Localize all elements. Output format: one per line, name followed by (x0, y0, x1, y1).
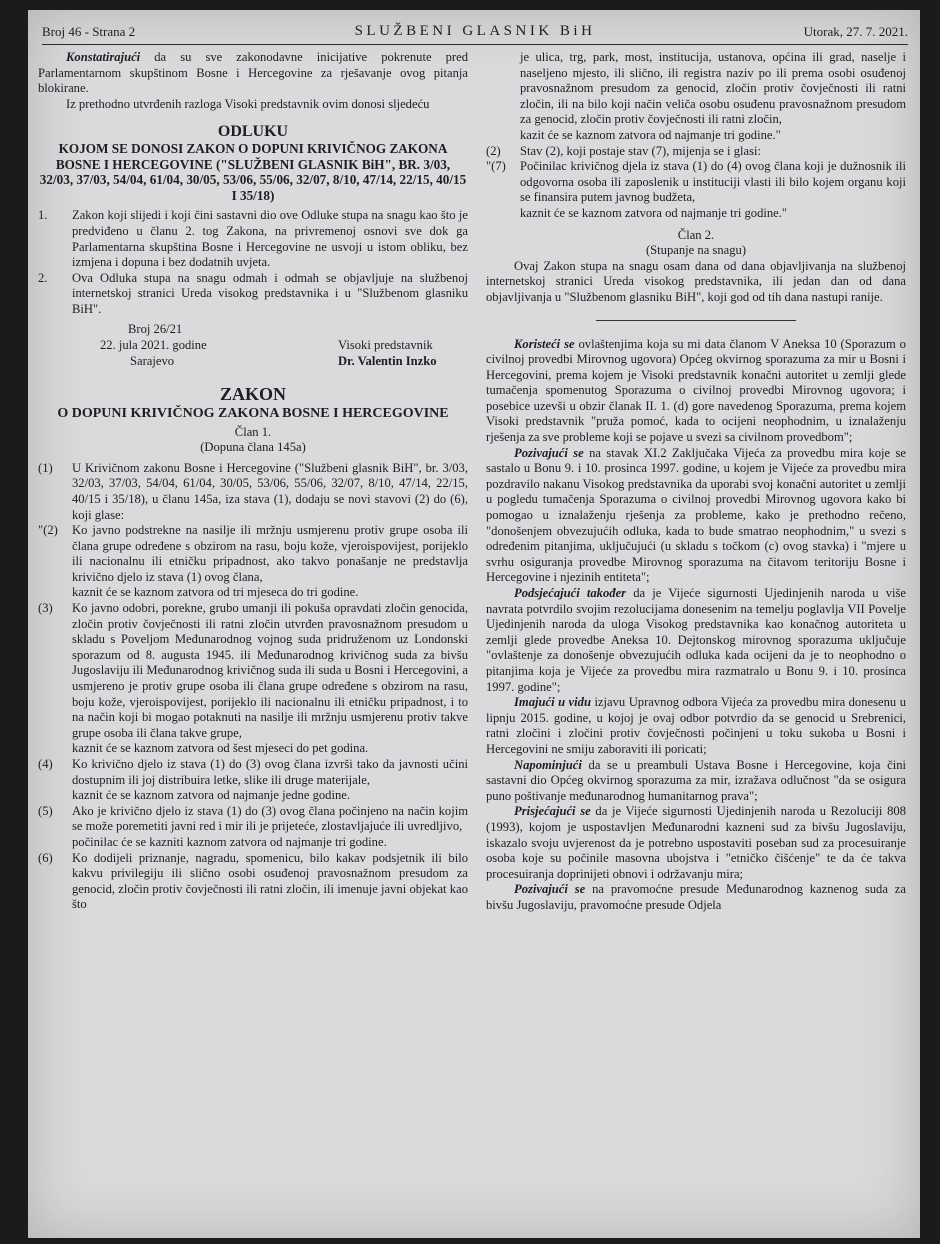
law-paragraph: (1) U Krivičnom zakonu Bosne i Hercegovine ("Službeni glasnik BiH", br. 3/03, 32/03, 37/03, 54/04, 61/04, 30/05, 53/06, 55/06, 32/07, 8/10, 47/14, 22/15, 40/15 i 35/18), u članu 145a, iza stava (1), dodaju se novi stavovi (2) do (6), koji glase: (38, 460, 468, 522)
decision-date: 22. jula 2021. godine (100, 337, 207, 352)
preamble-paragraph: Pozivajući se na pravomoćne presude Međunarodnog kaznenog suda za bivšu Jugoslaviju, pravomoćne presude Odjela (486, 882, 906, 912)
preamble-paragraph: Pozivajući se na stavak XI.2 Zaključaka Vijeća za provedbu mira koje se sastalo u Bonu 9. i 10. prosinca 1997. godine, u kojem je Vijeće za provedbu mira pozdravilo nakanu Visokog predstavnika da uporabi svoj konačni autoritet u zemlji u pogledu tumačenja Sporazuma o civilnoj provedbi Mirovnog ugovora kako bi pomogao u iznalaženju rješenja za probleme, kako je prethodno rečeno, "donošenjem obvezujućih odluka, kada to bude smatrao neophodnim," u svezi s određenim pitanjima, uključujući (u skladu s točkom (c) ovog stavka) i "mjere u svrhu osiguranja provedbe Mirovnog sporazuma na čitavom teritoriju Bosne i Hercegovine i njezinih entiteta"; (486, 445, 906, 585)
article-2-text: Ovaj Zakon stupa na snagu osam dana od dana objavljivanja na službenoj internetskoj stranici Ureda visokog predstavnika, ili jedan dan od dana objavljivanja u "Službenom glasniku BiH", koji god od tih dana nastupi ranije. (486, 258, 906, 304)
decision-number: Broj 26/21 (128, 321, 183, 336)
gazette-page (28, 10, 920, 1238)
law-paragraph: (4) Ko krivično djelo iz stava (1) do (3) ovog člana izvrši tako da javnosti učini dostupnim ili joj distribuira letke, slike ili druge materijale, kaznit će se kaznom zatvora od najmanje jedne godine. (38, 757, 468, 803)
signatory-name: Dr. Valentin Inzko (338, 353, 437, 368)
article-1-subheading: (Dopuna člana 145a) (200, 440, 306, 455)
law-paragraph: "(7) Počinilac krivičnog djela iz stava (1) do (4) ovog člana koji je dužnosnik ili odgovorna osoba ili zaposlenik u instituciji vlasti ili bilo kojem organu koji se finansira putem javnog budžeta, kaznit će se kaznom zatvora od najmanje tri godine." (486, 159, 906, 220)
preamble-paragraph: Podsjećajući također da je Vijeće sigurnosti Ujedinjenih naroda u više navrata potvrdilo svojim rezolucijama donesenim na temelju poglavlja VII Povelje Ujedinjenih naroda da uloga Visokog predstavnika kao konačnog autoriteta u zemlji glede provedbe Aneksa 10. Dejtonskog mirovnog sporazuma uključuje "ovlaštenje za donošenje obvezujućih odluka kada ocijeni da je to neophodno o pitanjima koja je Vijeće za provedbu mira razmatralo u Bonu 9. i 10. prosinca 1997. godine"; (486, 586, 906, 694)
article-2-heading: Član 2. (677, 227, 715, 242)
issue-page-number: Broj 46 - Strana 2 (42, 24, 136, 39)
preamble-paragraph: Koristeći se ovlaštenjima koja su mi data članom V Aneksa 10 (Sporazum o civilnoj provedbi Mirovnog ugovora) Općeg okvirnog sporazuma za mir u Bosni i Hercegovini, prema kojem je Visoki predstavnik konačni autoritet u zemlji glede tumačenja spomenutog Sporazuma o civilnoj provedbi Mirovnog ugovora; i posebice uzevši u obzir članak II. 1. (d) gore navedenog Sporazuma, prema kojem Visoki predstavnik "pruža pomoć, kada to ocijeni neophodnim, u iznalaženju rješenja za sve probleme koji se pojave u svezi sa civilnom provedbom"; (486, 336, 906, 445)
law-paragraph: "(2) Ko javno podstrekne na nasilje ili mržnju usmjerenu protiv grupe osoba ili člana grupe određene s obzirom na rasu, boju kože, vjeroispovijest, porijeklo ili nacionalnu ili etničku pripadnost, ako takvo ponašanje ne predstavlja krivično djelo iz stava (1) ovog člana, kaznit će se kaznom zatvora od tri mjeseca do tri godine. (38, 523, 468, 600)
signature-block (38, 322, 468, 370)
preamble-paragraph: Imajući u vidu izjavu Upravnog odbora Vijeća za provedbu mira donesenu u lipnju 2015. godine, u kojoj je ovaj odbor potvrdio da se genocid u Srebrenici, ratni zločini i zločini protiv čovječnosti počinjeni u toku sukoba u Bosni i Hercegovini ne smiju zaboraviti ili poricati; (486, 695, 906, 756)
section-divider (596, 320, 796, 321)
right-column (486, 50, 906, 913)
law-paragraph: (3) Ko javno odobri, porekne, grubo umanji ili pokuša opravdati zločin genocida, zločin protiv čovječnosti ili ratni zločin utvrđen pravosnažnom presudom u skladu s Poveljom Međunarodnog vojnog suda pridruženom uz Londonski sporazum od 8. augusta 1945. ili Međunarodnog krivičnog suda za bivšu Jugoslaviju ili Međunarodnog krivičnog suda ili suda u Bosni i Hercegovini, a usmjereno je protiv grupe osoba ili člana grupe određene s obzirom na rasu, boju kože, vjeroispovijest, porijeklo ili nacionalnu ili etničku pripadnost, i to na način koji bi mogao potaknuti na nasilje ili mržnju usmjerenu protiv takve grupe osoba ili člana takve grupe, kaznit će se kaznom zatvora od šest mjeseci do pet godina. (38, 601, 468, 756)
law-paragraph: (2) Stav (2), koji postaje stav (7), mijenja se i glasi: (486, 143, 761, 158)
decision-subtitle: KOJOM SE DONOSI ZAKON O DOPUNI KRIVIČNOG ZAKONA BOSNE I HERCEGOVINE ("SLUŽBENI GLASNIK BiH", BR. 3/03, 32/03, 37/03, 54/04, 61/04, 30/05, 53/06, 55/06, 32/07, 8/10, 47/14, 22/15, 40/15 I 35/18) (39, 141, 467, 203)
article-1-heading: Član 1. (234, 424, 272, 439)
left-column (38, 50, 468, 913)
decision-place: Sarajevo (130, 353, 175, 368)
preamble-paragraph: Napominjući da se u preambuli Ustava Bosne i Hercegovine, koja čini sastavni dio Općeg okvirnog sporazuma za mir, izražava odlučnost "da se osigura puno poštivanje međunarodnog humanitarnog prava"; (486, 757, 906, 803)
page-header (42, 20, 908, 45)
decision-item: 2. Ova Odluka stupa na snagu odmah i odmah se objavljuje na službenoj internetskoj stranici Ureda visokog predstavnika i u "Službenom glasniku BiH". (38, 270, 468, 316)
signatory-title: Visoki predstavnik (338, 337, 433, 352)
law-paragraph-continued: je ulica, trg, park, most, institucija, ustanova, općina ili grad, naselje i naseljeno mjesto, ili slično, ili registra naziv po ili prema osobi osuđenoj pravosnažnom presudom za genocid, zločin protiv čovječnosti ili ratni zločin, ili na bilo koji način veliča osobu osuđenu pravosnažnom presudom za genocid, zločin protiv čovječnosti ili ratni zločin, kazit će se kaznom zatvora od najmanje tri godine." (520, 50, 906, 142)
decision-item: 1. Zakon koji slijedi i koji čini sastavni dio ove Odluke stupa na snagu kao što je predviđeno u članu 2. tog Zakona, na privremenoj osnovi sve dok ga Parlamentarna skupština Bosne i Hercegovine ne usvoji u istom obliku, bez izmjena i dopuna i bez dodatnih uvjeta. (38, 208, 468, 270)
intro-paragraph-2: Iz prethodno utvrđenih razloga Visoki predstavnik ovim donosi sljedeću (66, 96, 430, 111)
gazette-title: SLUŽBENI GLASNIK BiH (354, 23, 596, 39)
law-paragraph: (6) Ko dodijeli priznanje, nagradu, spomenicu, bilo kakav podsjetnik ili bilo kakvu privilegiju ili slično osobi osuđenoj pravosnažnom presudom za genocid, zločin protiv čovječnosti ili ratni zločin, ili imenuje javni objekat kao što (38, 850, 468, 912)
law-title: ZAKON (219, 383, 286, 404)
issue-date: Utorak, 27. 7. 2021. (803, 24, 908, 39)
article-2-subheading: (Stupanje na snagu) (645, 243, 747, 258)
intro-paragraph-1: Konstatirajući da su sve zakonodavne inicijative pokrenute pred Parlamentarnom skupštinom Bosne i Hercegovine za rješavanje ovog pitanja blokirane. (38, 50, 468, 96)
preamble-paragraph: Prisjećajući se da je Vijeće sigurnosti Ujedinjenih naroda u Rezoluciji 808 (1993), kojom je uspostavljen Međunarodni kazneni sud za bivšu Jugoslaviju, iskazalo svoju uvjerenost da je potrebno uspostaviti poseban sud za procesuiranje osoba koje su počinile masovna ubojstva i "etničko čišćenje" te da će takva procesuiranja doprinijeti obnovi i održavanju mira; (486, 804, 906, 881)
law-paragraph: (5) Ako je krivično djelo iz stava (1) do (3) ovog člana počinjeno na način kojim se može poremetiti javni red i mir ili je prijeteće, zlostavljajuće ili uvredljivo, počinilac će se kazniti kaznom zatvora od najmanje tri godine. (38, 803, 468, 849)
decision-title: ODLUKU (217, 123, 289, 141)
law-subtitle: O DOPUNI KRIVIČNOG ZAKONA BOSNE I HERCEGOVINE (57, 405, 449, 421)
